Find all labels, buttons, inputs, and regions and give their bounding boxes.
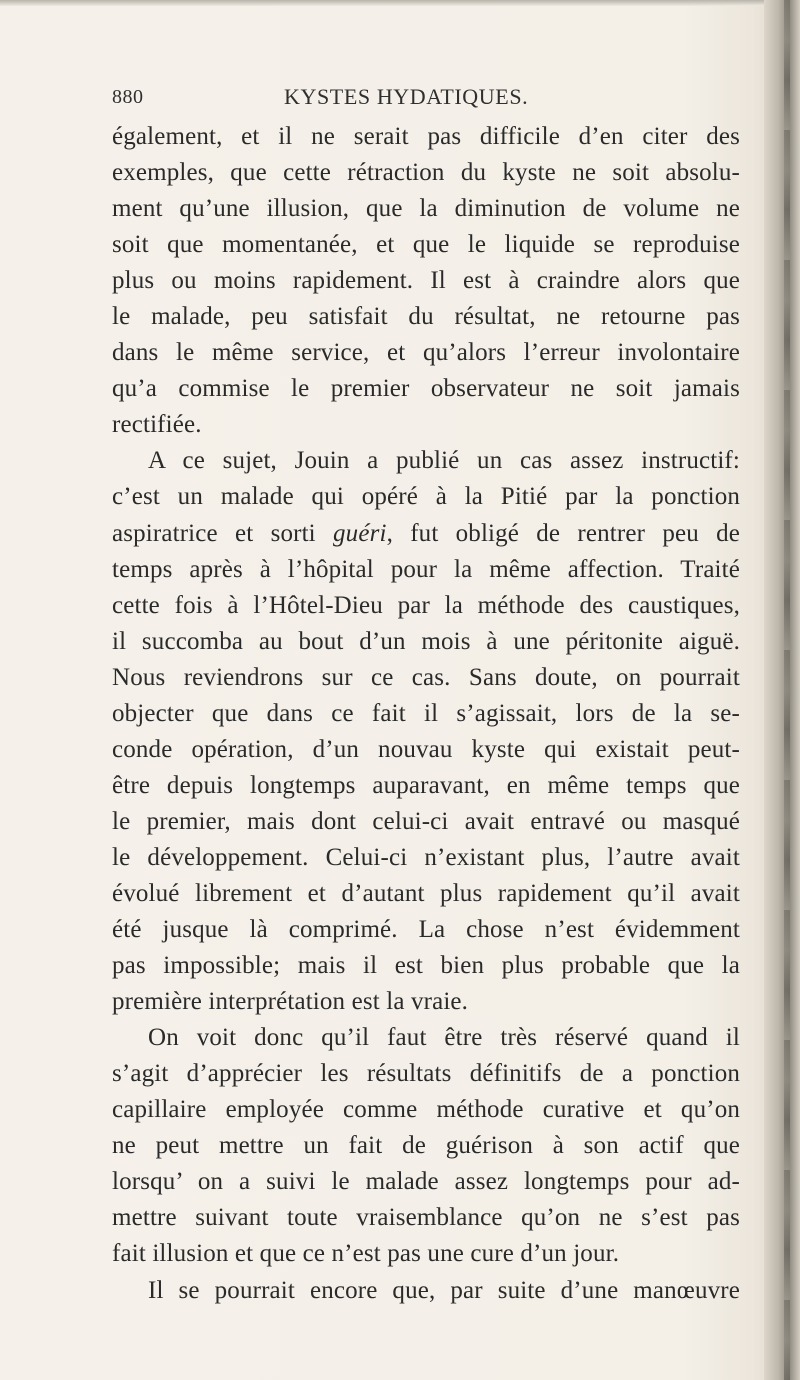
text-line: le malade, peu satisfait du résultat, ne retourne pas bbox=[112, 303, 740, 331]
text-line: évolué librement et d’autant plus rapidement qu’il avait bbox=[112, 879, 740, 907]
text-line: conde opération, d’un nouvau kyste qui existait peut- bbox=[112, 735, 740, 763]
paragraph-start-line: A ce sujet, Jouin a publié un cas assez instructif: bbox=[148, 447, 740, 475]
text-line: capillaire employée comme méthode curative et qu’on bbox=[112, 1096, 740, 1124]
text-line: fait illusion et que ce n’est pas une cure d’un jour. bbox=[112, 1240, 620, 1268]
text-line: également, et il ne serait pas difficile d’en citer des bbox=[112, 123, 740, 150]
paragraph-start-line: On voit donc qu’il faut être très réservé quand il bbox=[148, 1024, 740, 1052]
body-text bbox=[112, 119, 740, 1309]
text-line: il succomba au bout d’un mois à une péritonite aiguë. bbox=[112, 627, 740, 655]
text-line: s’agit d’apprécier les résultats définitifs de a ponction bbox=[112, 1060, 740, 1088]
text-line: temps après à l’hôpital pour la même affection. Traité bbox=[112, 555, 740, 583]
text-line: qu’a commise le premier observateur ne soit jamais bbox=[112, 375, 740, 403]
paragraph-start-line: Il se pourrait encore que, par suite d’une manœuvre bbox=[148, 1276, 740, 1304]
text-line: dans le même service, et qu’alors l’erreur involontaire bbox=[112, 339, 740, 367]
text-line: lorsqu’ on a suivi le malade assez longtemps pour ad- bbox=[112, 1168, 740, 1196]
text-line: rectifiée. bbox=[112, 411, 202, 439]
text-line: mettre suivant toute vraisemblance qu’on ne s’est pas bbox=[112, 1204, 740, 1232]
text-line: été jusque là comprimé. La chose n’est évidemment bbox=[112, 916, 740, 944]
text-line: exemples, que cette rétraction du kyste ne soit absolu- bbox=[112, 159, 740, 187]
text-line: être depuis longtemps auparavant, en même temps que bbox=[112, 771, 740, 799]
text-line: cette fois à l’Hôtel-Dieu par la méthode des caustiques, bbox=[112, 591, 740, 619]
text-line: ment qu’une illusion, que la diminution de volume ne bbox=[112, 195, 740, 223]
text-line: soit que momentanée, et que le liquide se reproduise bbox=[112, 231, 740, 259]
text-line-with-italic bbox=[112, 516, 740, 552]
page-top-edge bbox=[0, 0, 770, 6]
text-fragment: , fut obligé de rentrer peu de bbox=[386, 519, 741, 547]
text-fragment: aspiratrice et sorti bbox=[112, 519, 316, 547]
text-line: c’est un malade qui opéré à la Pitié par la ponction bbox=[112, 483, 740, 511]
text-line: le premier, mais dont celui-ci avait entravé ou masqué bbox=[112, 807, 740, 835]
text-line: pas impossible; mais il est bien plus probable que la bbox=[112, 952, 740, 980]
text-line: Nous reviendrons sur ce cas. Sans doute, on pourrait bbox=[112, 663, 740, 691]
text-line: ne peut mettre un fait de guérison à son actif que bbox=[112, 1132, 740, 1160]
page-number: 880 bbox=[112, 86, 144, 108]
running-header bbox=[112, 82, 740, 112]
running-title: KYSTES HYDATIQUES. bbox=[284, 84, 529, 109]
page-binding-edge bbox=[764, 0, 800, 1380]
italic-word: guéri bbox=[333, 519, 387, 547]
text-line: plus ou moins rapidement. Il est à craindre alors que bbox=[112, 267, 740, 295]
page-edge-shadow bbox=[784, 0, 790, 1380]
text-line: le développement. Celui-ci n’existant plus, l’autre avait bbox=[112, 843, 740, 871]
text-line: première interprétation est la vraie. bbox=[112, 988, 469, 1016]
text-line: objecter que dans ce fait il s’agissait, lors de la se- bbox=[112, 699, 740, 727]
